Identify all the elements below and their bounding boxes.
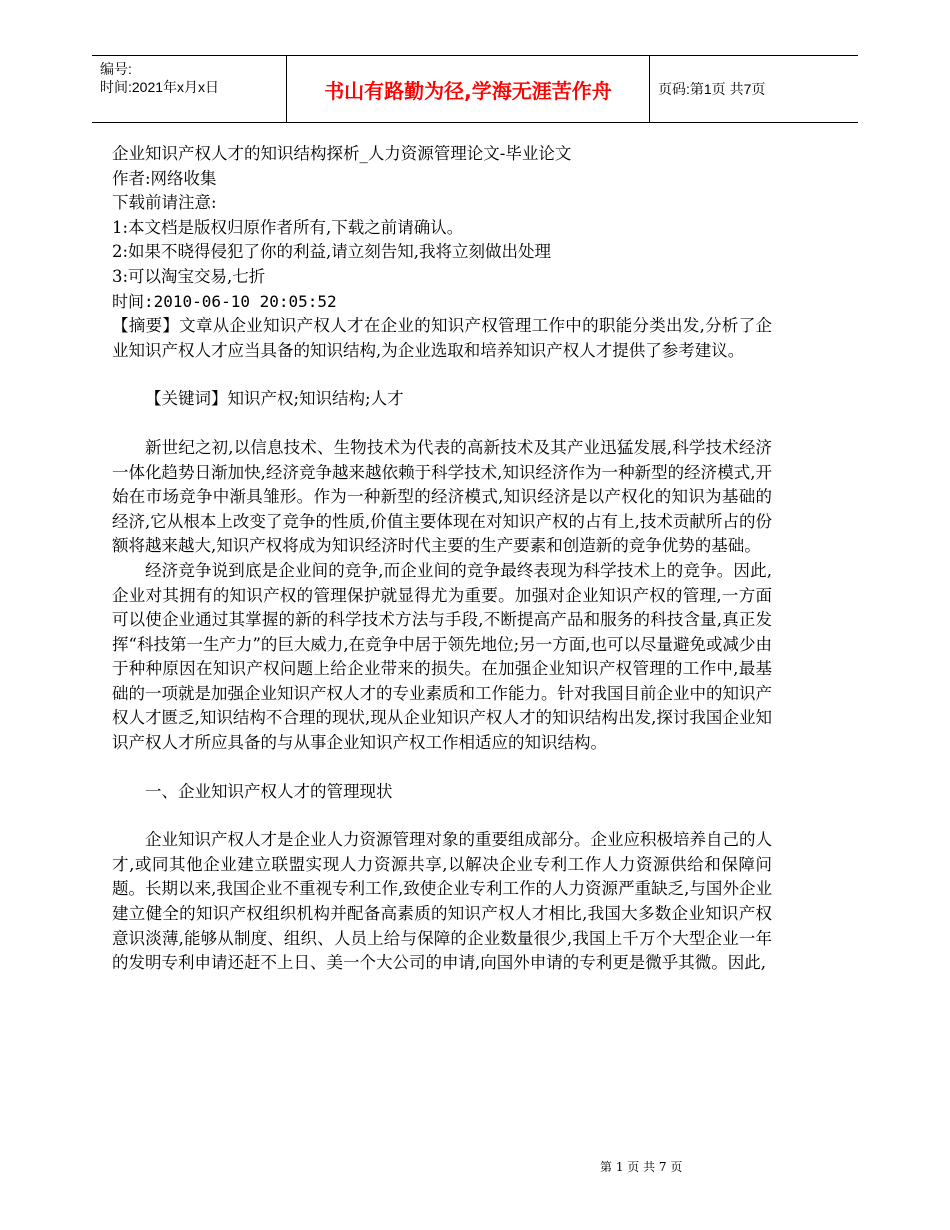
note-3: 3:可以淘宝交易,七折 <box>112 266 266 286</box>
date-label: 时间:2021年x月x日 <box>100 79 220 95</box>
section-heading-1: 一、企业知识产权人才的管理现状 <box>145 781 393 801</box>
header-meta <box>92 56 286 122</box>
paragraph-1: 新世纪之初,以信息技术、生物技术为代表的高新技术及其产业迅猛发展,科学技术经济一体化趋势日渐加快,经济竞争越来越依赖于科学技术,知识经济作为一种新型的经济模式,开始在市场竞争中渐具雏形。作为一种新型的经济模式,知识经济是以产权化的知识为基础的经济,它从根本上改变了竞争的性质,价值主要体现在对知识产权的占有上,技术贡献所占的份额将越来越大,知识产权将成为知识经济时代主要的生产要素和创造新的竞争优势的基础。 <box>112 437 772 556</box>
page-footer: 第 1 页 共 7 页 <box>600 1160 683 1174</box>
serial-label: 编号: <box>100 61 132 77</box>
header-page-info: 页码:第1页 共7页 <box>658 81 766 97</box>
paragraph-3: 企业知识产权人才是企业人力资源管理对象的重要组成部分。企业应积极培养自己的人才,或同其他企业建立联盟实现人力资源共享,以解决企业专利工作人力资源供给和保障问题。长期以来,我国企业不重视专利工作,致使企业专利工作的人力资源严重缺乏,与国外企业建立健全的知识产权组织机构并配备高素质的知识产权人才相比,我国大多数企业知识产权意识淡薄,能够从制度、组织、人员上给与保障的企业数量很少,我国上千万个大型企业一年的发明专利申请还赶不上日、美一个大公司的申请,向国外申请的专利更是微乎其微。因此, <box>112 830 772 973</box>
doc-time: 时间:2010-06-10 20:05:52 <box>112 291 337 311</box>
doc-title: 企业知识产权人才的知识结构探析_人力资源管理论文-毕业论文 <box>112 144 572 163</box>
header-motto: 书山有路勤为径,学海无涯苦作舟 <box>286 56 650 122</box>
abstract: 【摘要】文章从企业知识产权人才在企业的知识产权管理工作中的职能分类出发,分析了企业知识产权人才应当具备的知识结构,为企业选取和培养知识产权人才提供了参考建议。 <box>112 316 772 360</box>
doc-author: 作者:网络收集 <box>112 168 217 188</box>
page-header <box>92 55 858 123</box>
paragraph-2: 经济竞争说到底是企业间的竞争,而企业间的竞争最终表现为科学技术上的竞争。因此,企业对其拥有的知识产权的管理保护就显得尤为重要。加强对企业知识产权的管理,一方面可以使企业通过其掌握的新的科学技术方法与手段,不断提高产品和服务的科技含量,真正发挥“科技第一生产力”的巨大威力,在竞争中居于领先地位;另一方面,也可以尽量避免或减少由于种种原因在知识产权问题上给企业带来的损失。在加强企业知识产权管理的工作中,最基础的一项就是加强企业知识产权人才的专业素质和工作能力。针对我国目前企业中的知识产权人才匮乏,知识结构不合理的现状,现从企业知识产权人才的知识结构出发,探讨我国企业知识产权人才所应具备的与从事企业知识产权工作相适应的知识结构。 <box>112 560 772 753</box>
note-2: 2:如果不晓得侵犯了你的利益,请立刻告知,我将立刻做出处理 <box>112 242 552 262</box>
keywords: 【关键词】知识产权;知识结构;人才 <box>145 389 404 409</box>
note-1: 1:本文档是版权归原作者所有,下载之前请确认。 <box>112 217 464 237</box>
document-body <box>112 142 772 976</box>
download-note: 下载前请注意: <box>112 193 217 213</box>
